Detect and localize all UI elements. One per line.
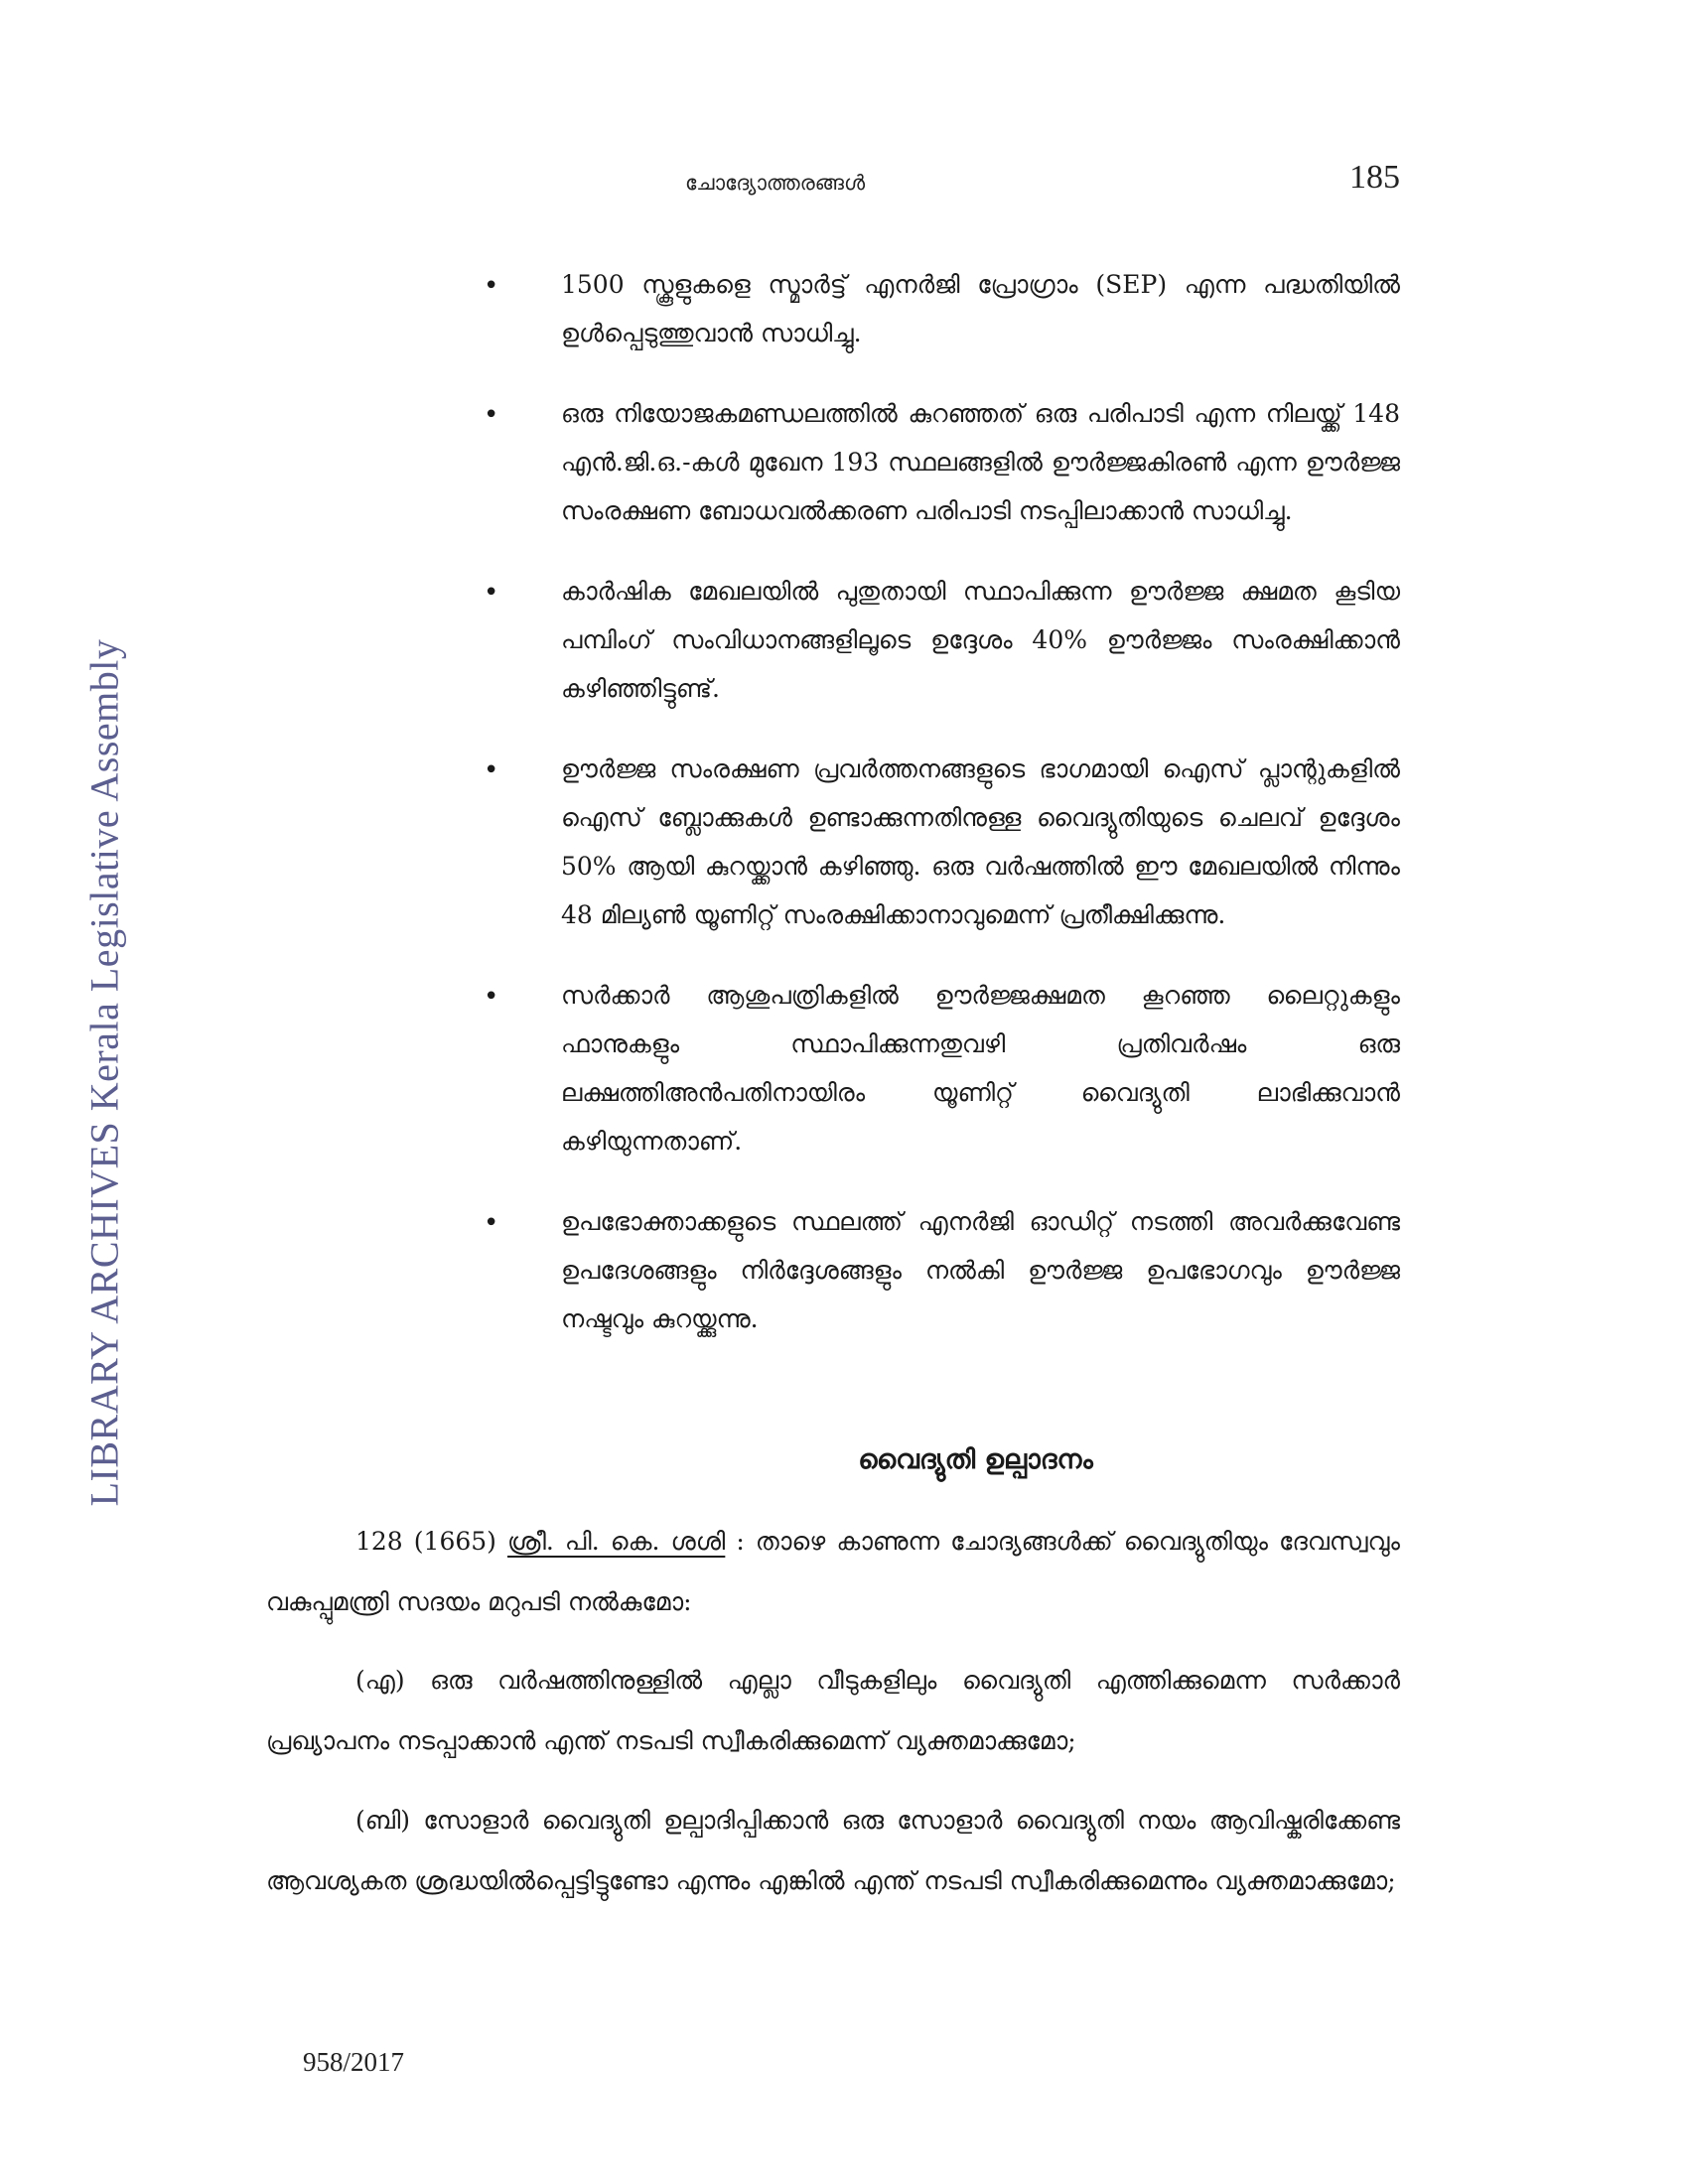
question-intro: : താഴെ കാണുന്ന ചോദ്യങ്ങൾക്ക് വൈദ്യുതിയും ദേവസ്വവും വകുപ്പുമന്ത്രി സദയം മറുപടി നൽകുമോ: <box>266 1527 1400 1616</box>
running-title: ചോദ്യോത്തരങ്ങൾ <box>685 171 866 195</box>
bullet-list <box>472 260 1400 1375</box>
bullet-item: • സർക്കാർ ആശുപത്രികളിൽ ഊർജ്ജക്ഷമത കൂറഞ്ഞ ലൈറ്റുകളും ഫാനുകളും സ്ഥാപിക്കുന്നതുവഴി പ്രതിവർഷം ഒരു ലക്ഷത്തിഅൻപതിനായിരം യൂണിറ്റ് വൈദ്യുതി ലാഭിക്കുവാൻ കഴിയുന്നതാണ്. <box>472 971 1400 1165</box>
question-number: 128 (1665) <box>355 1527 496 1556</box>
bullet-item: • ഉപഭോക്താക്കളുടെ സ്ഥലത്ത് എനർജി ഓഡിറ്റ് നടത്തി അവർക്കുവേണ്ട ഉപദേശങ്ങളും നിർദ്ദേശങ്ങളും നൽകി ഊർജ്ജ ഉപഭോഗവും ഊർജ്ജ നഷ്ടവും കുറയ്ക്കുന്നു. <box>472 1197 1400 1343</box>
question-paragraph <box>266 1511 1400 1632</box>
question-part-a: (എ) ഒരു വർഷത്തിനുള്ളിൽ എല്ലാ വീടുകളിലും വൈദ്യുതി എത്തിക്കുമെന്ന സർക്കാർ പ്രഖ്യാപനം നടപ്പാക്കാൻ എന്ത് നടപടി സ്വീകരിക്കുമെന്ന് വ്യക്തമാക്കുമോ; <box>266 1666 1400 1755</box>
member-name: ശ്രീ. പി. കെ. ശശി <box>507 1527 726 1556</box>
bullet-item: • ഊർജ്ജ സംരക്ഷണ പ്രവർത്തനങ്ങളുടെ ഭാഗമായി ഐസ് പ്ലാന്റുകളിൽ ഐസ് ബ്ലോക്കുകൾ ഉണ്ടാക്കുന്നതിനുള്ള വൈദ്യുതിയുടെ ചെലവ് ഉദ്ദേശം 50% ആയി കുറയ്ക്കാൻ കഴിഞ്ഞു. ഒരു വർഷത്തിൽ ഈ മേഖലയിൽ നിന്നും 48 മില്യൺ യൂണിറ്റ് സംരക്ഷിക്കാനാവുമെന്ന് പ്രതീക്ഷിക്കുന്നു. <box>472 745 1400 939</box>
archive-watermark <box>74 638 134 1506</box>
bullet-item: • ഒരു നിയോജകമണ്ഡലത്തിൽ കുറഞ്ഞത് ഒരു പരിപാടി എന്ന നിലയ്ക്ക് 148 എൻ.ജി.ഒ.-കൾ മുഖേന 193 സ്ഥലങ്ങളിൽ ഊർജ്ജകിരൺ എന്ന ഊർജ്ജ സംരക്ഷണ ബോധവൽക്കരണ പരിപാടി നടപ്പിലാക്കാൻ സാധിച്ചു. <box>472 389 1400 535</box>
page-number: 185 <box>1349 159 1400 196</box>
question-part-b: (ബി) സോളാർ വൈദ്യുതി ഉല്പാദിപ്പിക്കാൻ ഒരു സോളാർ വൈദ്യുതി നയം ആവിഷ്കരിക്കേണ്ട ആവശ്യകത ശ്രദ്ധയിൽപ്പെട്ടിട്ടുണ്ടോ എന്നും എങ്കിൽ എന്ത് നടപടി സ്വീകരിക്കുമെന്നും വ്യക്തമാക്കുമോ; <box>266 1806 1400 1895</box>
section-heading: വൈദ്യുതി ഉല്പാദനം <box>858 1444 1093 1475</box>
watermark-text: LIBRARY ARCHIVES Kerala Legislative Assembly <box>81 638 127 1506</box>
document-code: 958/2017 <box>303 2047 405 2077</box>
bullet-item: • 1500 സ്കൂളുകളെ സ്മാർട്ട് എനർജി പ്രോഗ്രാം (SEP) എന്ന പദ്ധതിയിൽ ഉൾപ്പെടുത്തുവാൻ സാധിച്ചു. <box>472 260 1400 357</box>
bullet-item: • കാർഷിക മേഖലയിൽ പുതുതായി സ്ഥാപിക്കുന്ന ഊർജ്ജ ക്ഷമത കൂടിയ പമ്പിംഗ് സംവിധാനങ്ങളിലൂടെ ഉദ്ദേശം 40% ഊർജ്ജം സംരക്ഷിക്കാൻ കഴിഞ്ഞിട്ടുണ്ട്. <box>472 567 1400 713</box>
